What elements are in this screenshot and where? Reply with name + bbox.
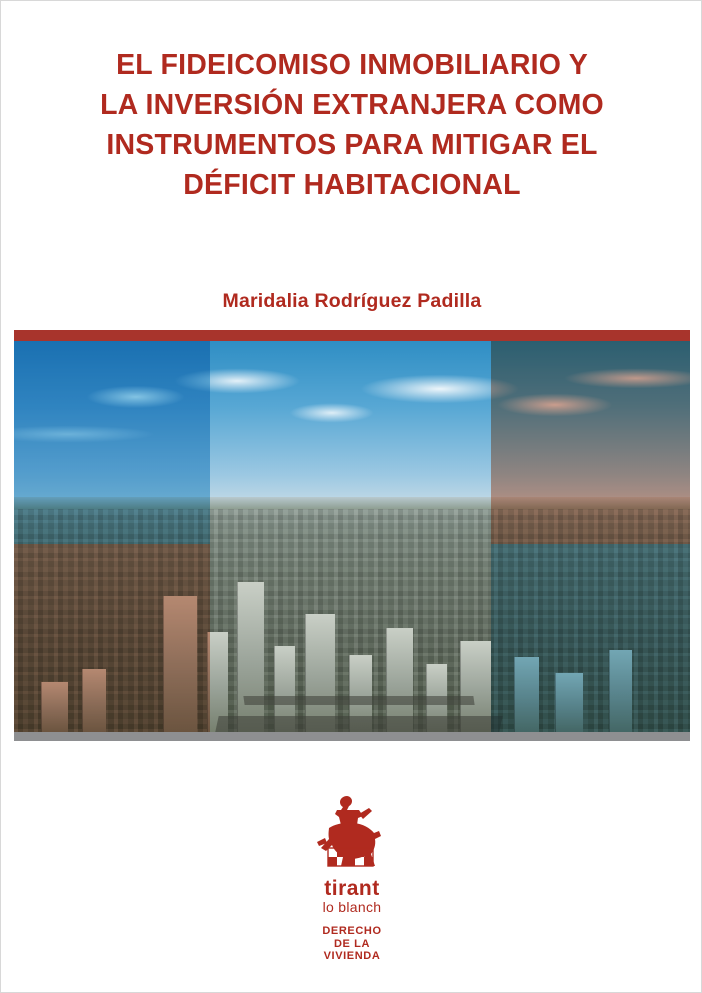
photo-tint-top-left [14,341,210,544]
photo-center-panel [210,341,491,732]
collection-line-2: DE LA [334,937,370,950]
publisher-logo-area [1,794,702,963]
author-name: Maridalia Rodríguez Padilla [222,290,482,312]
collection-name [1,925,702,963]
collection-line-3: VIVIENDA [323,950,381,962]
photo-tint-top-right [491,341,690,544]
cover-photo [14,341,690,732]
knight-on-horseback-icon [307,794,397,872]
publisher-name: tirant [324,877,380,900]
top-accent-band [14,330,690,341]
page-title [41,45,663,205]
collection-line-1: DERECHO [322,925,382,937]
title-line-3: INSTRUMENTOS PARA MITIGAR EL [106,129,598,161]
bottom-accent-band [14,732,690,741]
title-line-2: LA INVERSIÓN EXTRANJERA COMO [100,89,604,121]
photo-tint-bottom-left [14,544,210,732]
title-line-1: EL FIDEICOMISO INMOBILIARIO Y [116,49,588,81]
publisher-name-second-line: lo blanch [322,899,382,915]
photo-tint-bottom-right [491,544,690,732]
title-line-4: DÉFICIT HABITACIONAL [183,169,521,201]
